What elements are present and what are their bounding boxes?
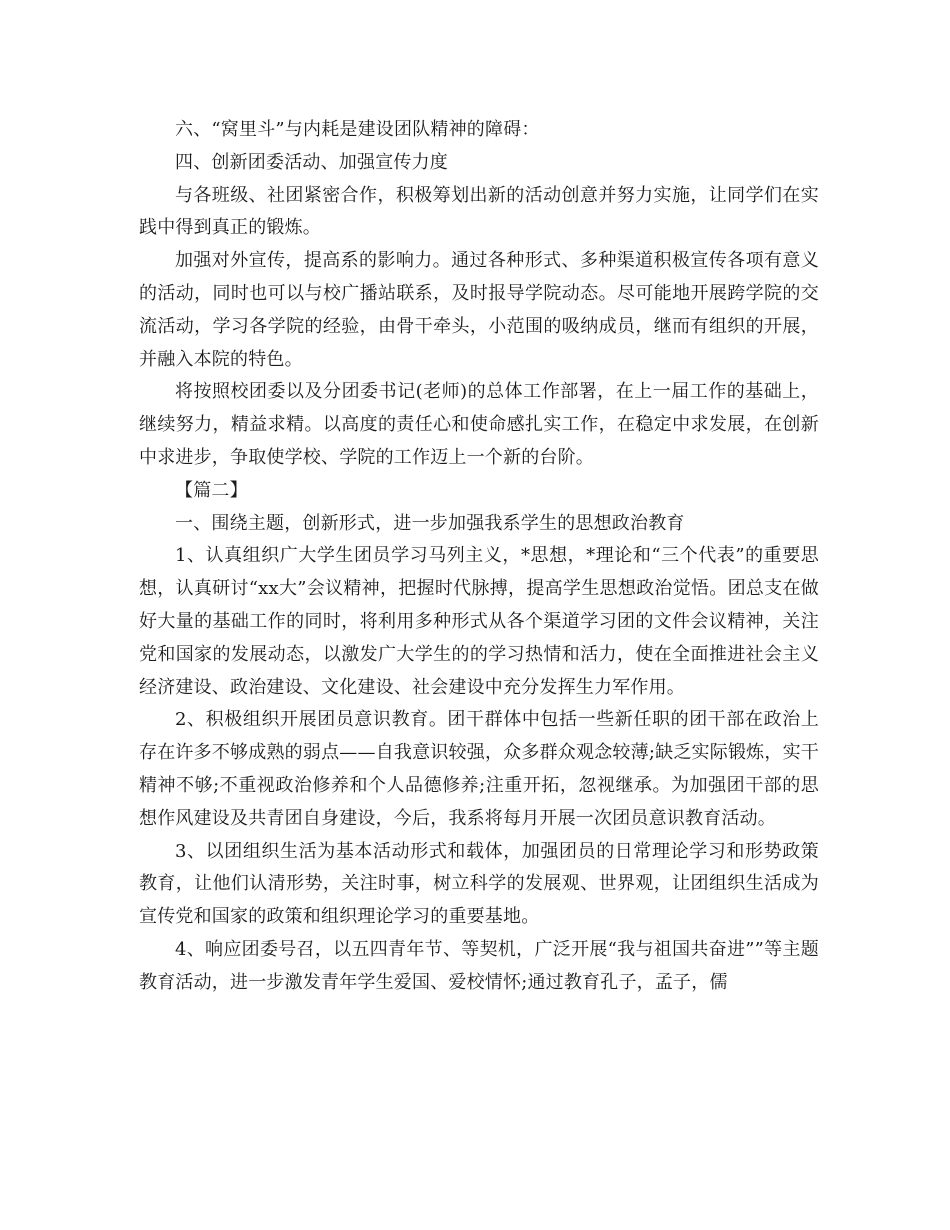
part-two-heading: 【篇二】	[175, 479, 248, 501]
document-body	[139, 114, 819, 1000]
paragraph-publicity: 加强对外宣传，提高系的影响力。通过各种形式、多种渠道积极宣传各项有意义的活动，同时也可以与校广播站联系，及时报导学院动态。尽可能地开展跨学院的交流活动，学习各学院的经验，由骨干牵头，小范围的吸纳成员，继而有组织的开展，并融入本院的特色。	[139, 250, 819, 370]
section-heading-6: 六、“窝里斗”与内耗是建设团队精神的障碍：	[175, 119, 540, 140]
paragraph-deployment: 将按照校团委以及分团委书记(老师)的总体工作部署，在上一届工作的基础上，继续努力，精益求精。以高度的责任心和使命感扎实工作，在稳定中求发展，在创新中求进步，争取使学校、学院的工作迈上一个新的台阶。	[139, 381, 819, 468]
section-heading-1: 一、围绕主题，创新形式，进一步加强我系学生的思想政治教育	[175, 512, 685, 534]
paragraph-item-2: 2、积极组织开展团员意识教育。团干群体中包括一些新任职的团干部在政治上存在许多不够成熟的弱点——自我意识较强，众多群众观念较薄;缺乏实际锻炼，实干精神不够;不重视政治修养和个人品德修养;注重开拓，忽视继承。为加强团干部的思想作风建设及共青团自身建设，今后，我系将每月开展一次团员意识教育活动。	[139, 709, 819, 829]
paragraph-item-3: 3、以团组织生活为基本活动形式和载体，加强团员的日常理论学习和形势政策教育，让他们认清形势，关注时事，树立科学的发展观、世界观，让团组织生活成为宣传党和国家的政策和组织理论学习的重要基地。	[139, 840, 819, 928]
section-heading-4: 四、创新团委活动、加强宣传力度	[175, 151, 448, 173]
paragraph-item-4: 4、响应团委号召，以五四青年节、等契机，广泛开展“我与祖国共奋进””等主题教育活动，进一步激发青年学生爱国、爱校情怀;通过教育孔子，孟子，儒	[139, 938, 819, 993]
paragraph-item-1: 1、认真组织广大学生团员学习马列主义，*思想，*理论和“三个代表”的重要思想，认真研讨“xx大”会议精神，把握时代脉搏，提高学生思想政治觉悟。团总支在做好大量的基础工作的同时，将利用多种形式从各个渠道学习团的文件会议精神，关注党和国家的发展动态，以激发广大学生的的学习热情和活力，使在全面推进社会主义经济建设、政治建设、文化建设、社会建设中充分发挥生力军作用。	[139, 545, 819, 698]
paragraph-cooperation: 与各班级、社团紧密合作，积极筹划出新的活动创意并努力实施，让同学们在实践中得到真正的锻炼。	[139, 184, 819, 239]
